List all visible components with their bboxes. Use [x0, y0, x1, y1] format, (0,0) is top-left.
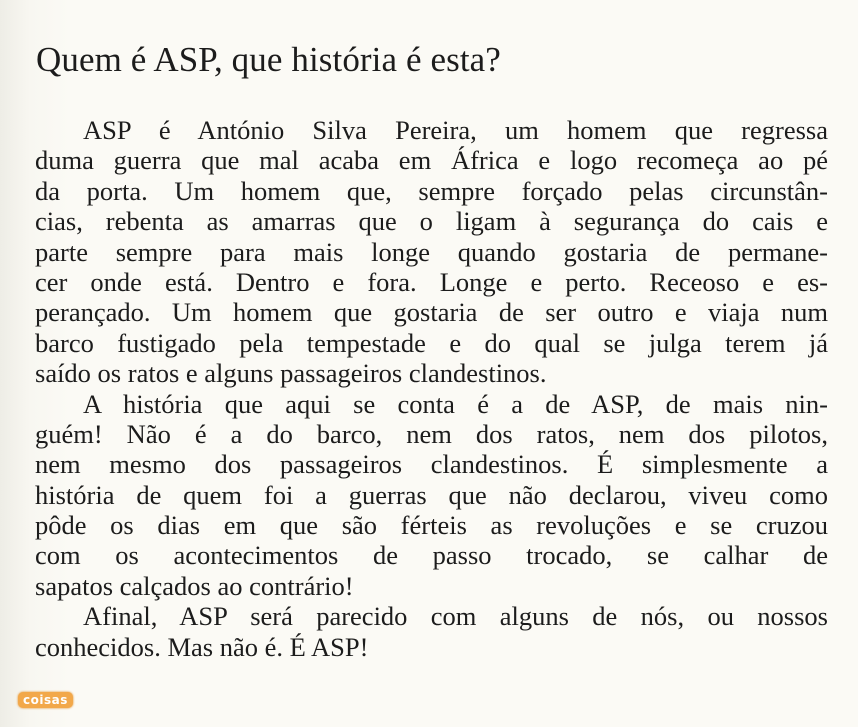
paragraph-2 — [35, 389, 828, 602]
text-line: perançado. Um homem que gostaria de ser outro e viaja num — [35, 297, 828, 328]
text-line: cias, rebenta as amarras que o ligam à segurança do cais e — [35, 206, 828, 237]
text-line: duma guerra que mal acaba em África e logo recomeça ao pé — [35, 145, 828, 176]
text-line: saído os ratos e alguns passageiros clandestinos. — [35, 358, 547, 389]
text-line: Afinal, ASP será parecido com alguns de nós, ou nossos — [83, 601, 828, 632]
body-text — [35, 115, 828, 662]
text-line: ASP é António Silva Pereira, um homem que regressa — [83, 115, 828, 145]
paragraph-3 — [35, 601, 828, 662]
text-line: conhecidos. Mas não é. É ASP! — [35, 631, 369, 662]
text-line: sapatos calçados ao contrário! — [35, 570, 354, 601]
page-title: Quem é ASP, que história é esta? — [36, 40, 501, 79]
text-line: cer onde está. Dentro e fora. Longe e perto. Receoso e es- — [35, 266, 828, 297]
text-line: A história que aqui se conta é a de ASP, de mais nin- — [83, 388, 828, 419]
text-line: da porta. Um homem que, sempre forçado pelas circunstân- — [35, 175, 828, 206]
text-line: história de quem foi a guerras que não declarou, viveu como — [35, 479, 828, 510]
text-line: com os acontecimentos de passo trocado, se calhar de — [35, 540, 828, 571]
paragraph-1 — [35, 115, 828, 389]
text-line: parte sempre para mais longe quando gostaria de permane- — [35, 236, 828, 267]
text-line: barco fustigado pela tempestade e do qual se julga terem já — [35, 327, 828, 358]
watermark-logo: coisas — [18, 692, 73, 708]
text-line: guém! Não é a do barco, nem dos ratos, nem dos pilotos, — [35, 418, 828, 449]
text-line: nem mesmo dos passageiros clandestinos. É simplesmente a — [35, 449, 828, 480]
text-line: pôde os dias em que são férteis as revoluções e se cruzou — [35, 510, 828, 541]
